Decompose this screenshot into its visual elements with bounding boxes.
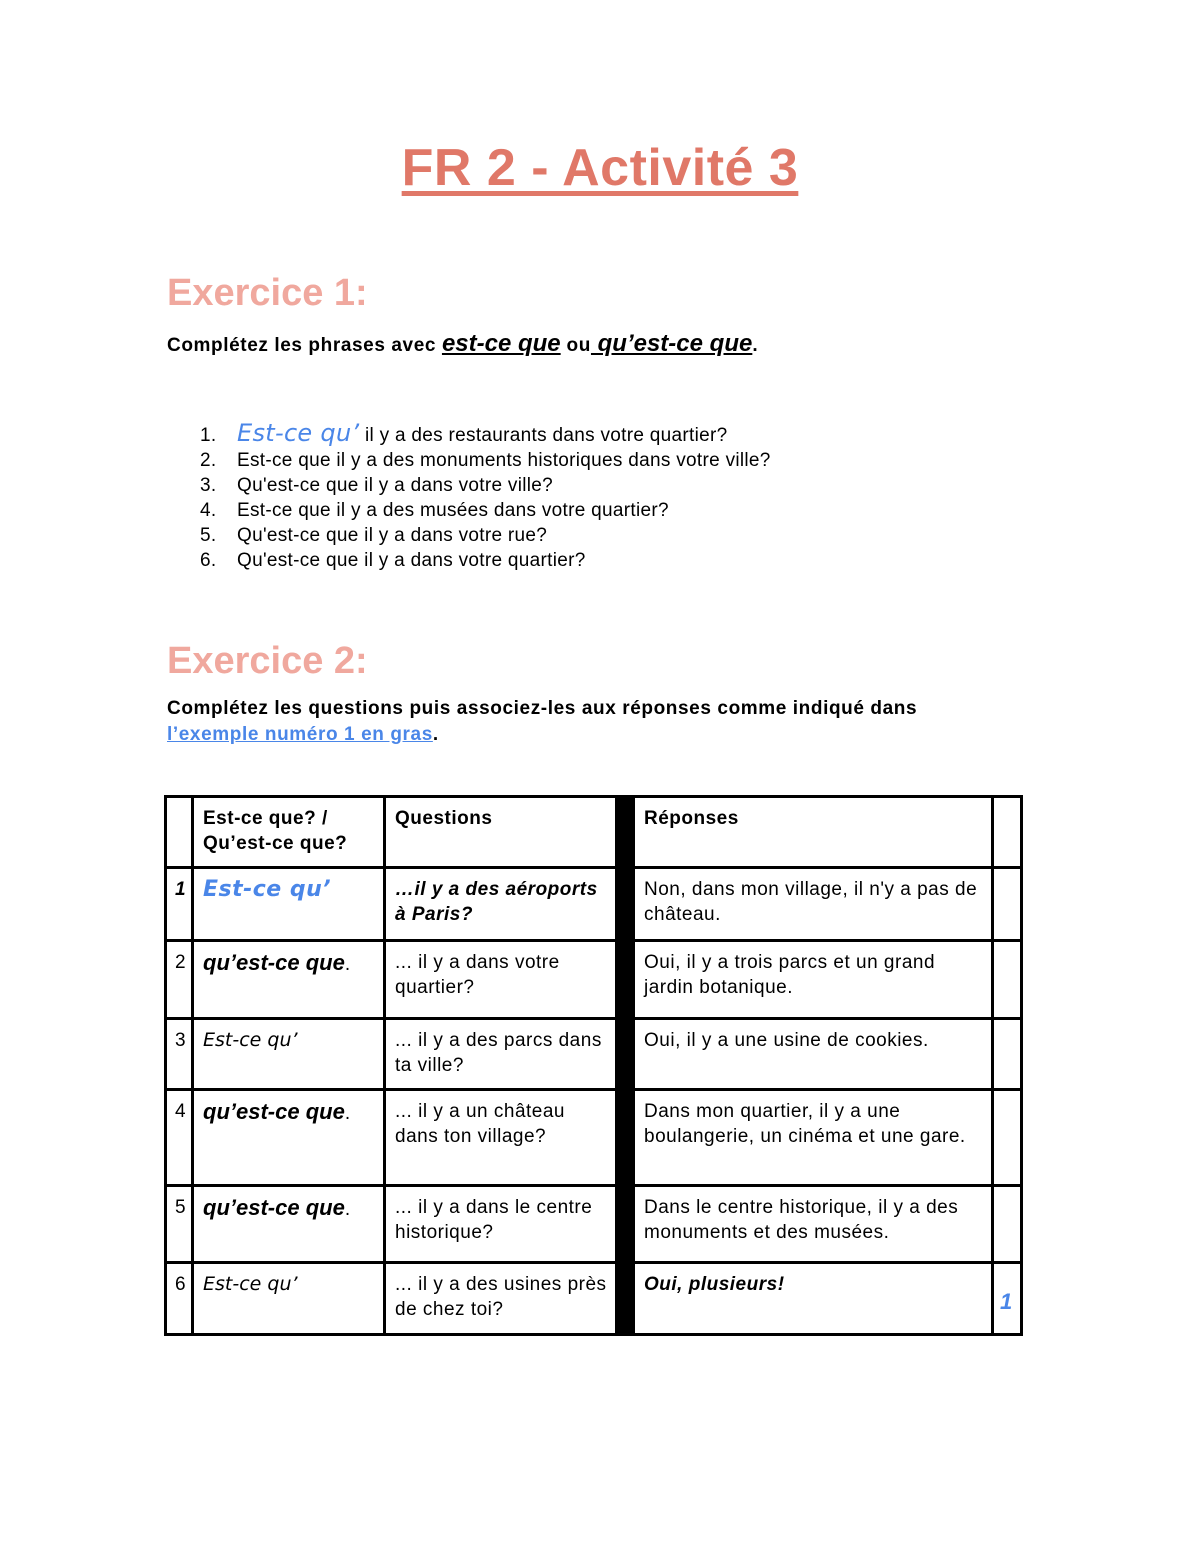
question-cell: ... il y a dans le centre historique? bbox=[385, 1186, 617, 1263]
estce-answer: qu’est-ce que bbox=[203, 1099, 345, 1124]
column-separator bbox=[617, 1186, 634, 1263]
row-number: 6 bbox=[166, 1263, 193, 1335]
estce-cell bbox=[193, 1186, 385, 1263]
row-number: 4 bbox=[166, 1090, 193, 1186]
item-number: 5. bbox=[200, 525, 217, 546]
list-item bbox=[200, 448, 771, 473]
item-number: 4. bbox=[200, 500, 217, 521]
item-text: Est-ce que il y a des monuments historiques dans votre ville? bbox=[237, 450, 771, 471]
match-cell bbox=[993, 868, 1022, 941]
column-separator bbox=[617, 1263, 634, 1335]
match-cell bbox=[993, 1090, 1022, 1186]
header-questions: Questions bbox=[385, 797, 617, 868]
item-number: 3. bbox=[200, 475, 217, 496]
header-estce: Est-ce que? / Qu’est-ce que? bbox=[193, 797, 385, 868]
estce-answer: Est-ce qu’ bbox=[203, 877, 332, 902]
estce-cell bbox=[193, 1263, 385, 1335]
instruction-prefix: Complétez les phrases avec bbox=[167, 335, 442, 356]
reponse-cell: Oui, il y a une usine de cookies. bbox=[634, 1019, 993, 1090]
column-separator bbox=[617, 941, 634, 1019]
estce-answer: qu’est-ce que bbox=[203, 950, 345, 975]
estce-answer: Est-ce qu’ bbox=[203, 1029, 298, 1051]
keyword-est-ce-que: est-ce que bbox=[441, 330, 561, 357]
table-header-row bbox=[166, 797, 1022, 868]
question-cell: ... il y a des parcs dans ta ville? bbox=[385, 1019, 617, 1090]
match-cell bbox=[993, 941, 1022, 1019]
column-separator bbox=[617, 868, 634, 941]
exercise1-list bbox=[200, 418, 771, 573]
instruction-suffix: . bbox=[752, 335, 759, 356]
column-separator bbox=[617, 1019, 634, 1090]
item-text: Est-ce que il y a des musées dans votre quartier? bbox=[237, 500, 669, 521]
header-match-cell bbox=[993, 797, 1022, 868]
column-separator bbox=[617, 797, 634, 868]
question-cell: ... il y a un château dans ton village? bbox=[385, 1090, 617, 1186]
table-row bbox=[166, 1186, 1022, 1263]
estce-end: . bbox=[344, 1199, 351, 1220]
reponse-cell: Oui, il y a trois parcs et un grand jardin botanique. bbox=[634, 941, 993, 1019]
match-answer: 1 bbox=[1000, 1289, 1013, 1314]
exercise2-heading: Exercice 2: bbox=[167, 640, 368, 682]
list-item bbox=[200, 498, 771, 523]
item-text: Qu'est-ce que il y a dans votre rue? bbox=[237, 525, 548, 546]
example-link[interactable]: l’exemple numéro 1 en gras bbox=[167, 724, 433, 745]
row-number: 5 bbox=[166, 1186, 193, 1263]
item-text: Qu'est-ce que il y a dans votre ville? bbox=[237, 475, 554, 496]
estce-answer: qu’est-ce que bbox=[203, 1195, 345, 1220]
item-number: 6. bbox=[200, 550, 217, 571]
estce-end: . bbox=[344, 954, 351, 975]
reponse-cell: Dans le centre historique, il y a des monuments et des musées. bbox=[634, 1186, 993, 1263]
question-cell: ... il y a des usines près de chez toi? bbox=[385, 1263, 617, 1335]
page-title: FR 2 - Activité 3 bbox=[401, 139, 799, 197]
table-row bbox=[166, 941, 1022, 1019]
estce-cell bbox=[193, 941, 385, 1019]
header-reponses: Réponses bbox=[634, 797, 993, 868]
estce-cell bbox=[193, 1090, 385, 1186]
list-item bbox=[200, 418, 771, 448]
exercise1-instruction bbox=[167, 330, 758, 358]
reponse-cell: Oui, plusieurs! bbox=[634, 1263, 993, 1335]
instruction-line: Complétez les questions puis associez-les aux réponses comme indiqué dans bbox=[167, 698, 918, 719]
list-item bbox=[200, 523, 771, 548]
reponse-cell: Non, dans mon village, il n'y a pas de château. bbox=[634, 868, 993, 941]
header-num-cell bbox=[166, 797, 193, 868]
estce-cell bbox=[193, 1019, 385, 1090]
table-row bbox=[166, 868, 1022, 941]
match-cell bbox=[993, 1019, 1022, 1090]
item-number: 2. bbox=[200, 450, 217, 471]
item-number: 1. bbox=[200, 425, 217, 446]
reponse-cell: Dans mon quartier, il y a une boulangerie, un cinéma et une gare. bbox=[634, 1090, 993, 1186]
row-number: 3 bbox=[166, 1019, 193, 1090]
item-text: Qu'est-ce que il y a dans votre quartier? bbox=[237, 550, 586, 571]
keyword-qu-est-ce-que: qu’est-ce que bbox=[590, 330, 753, 357]
question-cell: …il y a des aéroports à Paris? bbox=[385, 868, 617, 941]
table-row bbox=[166, 1019, 1022, 1090]
instruction-end: . bbox=[432, 724, 439, 745]
table-row bbox=[166, 1263, 1022, 1335]
question-cell: ... il y a dans votre quartier? bbox=[385, 941, 617, 1019]
match-cell bbox=[993, 1263, 1022, 1335]
exercise2-instruction bbox=[167, 696, 917, 748]
table-row bbox=[166, 1090, 1022, 1186]
row-number: 2 bbox=[166, 941, 193, 1019]
match-cell bbox=[993, 1186, 1022, 1263]
list-item bbox=[200, 473, 771, 498]
instruction-middle: ou bbox=[560, 335, 591, 356]
estce-end: . bbox=[344, 1103, 351, 1124]
estce-answer: Est-ce qu’ bbox=[203, 1273, 298, 1295]
row-number: 1 bbox=[166, 868, 193, 941]
list-item bbox=[200, 548, 771, 573]
exercise1-heading: Exercice 1: bbox=[167, 272, 368, 314]
item-text: il y a des restaurants dans votre quartier? bbox=[359, 425, 728, 446]
exercise2-table bbox=[164, 795, 1023, 1336]
estce-cell bbox=[193, 868, 385, 941]
handwritten-answer: Est-ce qu’ bbox=[237, 419, 360, 447]
column-separator bbox=[617, 1090, 634, 1186]
